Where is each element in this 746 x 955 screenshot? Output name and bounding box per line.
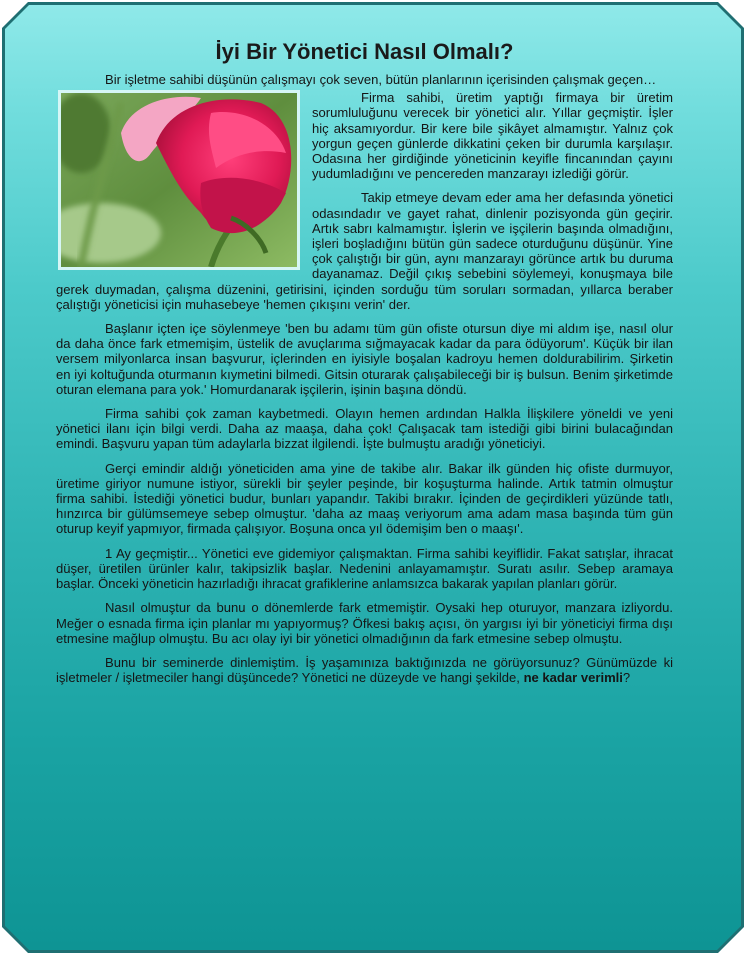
page-title: İyi Bir Yönetici Nasıl Olmalı? — [215, 39, 514, 64]
paragraph-7: 1 Ay geçmiştir... Yönetici eve gidemiyor çalışmaktan. Firma sahibi keyiflidir. Fakat satışlar, ihracat düşer, üretilen ürünler kalır, takipsizlik başlar. Nedenini anlayamamıştır. Suratı asılır. Sebep aramaya başlar. Önceki yöneticin hazırladığı ihracat grafiklerine anlamsızca bakarak yapılan planları görür. — [56, 545, 673, 592]
paragraph-4: Başlanır içten içe söylenmeye 'ben bu adamı tüm gün ofiste otursun diye mi aldım işe, nasıl olur da daha önce fark etmemişim, üstelik de avuçlarıma sığmayacak kadar da para ödüyorum'. Küçük bir ilan versem milyonlarca insan başvurur, içlerinden en iyisiyle boşalan kadroyu hemen doldurabilirim. Şirketin en iyi koltuğunda oturmanın kıymetini bilmedi. Gitsin oturarak çalışabileceği bir iş bulsun. Benim şirketimde oturan elemana para yok.' Homurdanarak işçilerin, işinin başına döndü. — [56, 321, 673, 397]
paragraph-6: Gerçi emindir aldığı yöneticiden ama yine de takibe alır. Bakar ilk günden hiç ofiste durmuyor, üretime giriyor numune istiyor, sürekli bir şeyler peşinde, bir koşuşturma halinde. Artık tatmin olmuştur firma sahibi. İstediği yönetici budur, bunları yapandır. Takibi bırakır. İçinden de geçirdikleri yüzünde tatlı, hınzırca bir gülümsemeye sebep olmuştur. 'daha az maaş veriyorum ama adam masa başında tüm gün oturup keyif yapmıyor, firmada çalışıyor. Boşuna onca yıl ödemişim ben o maaşı'. — [56, 460, 673, 537]
bold-phrase: ne kadar verimli — [523, 670, 623, 686]
paragraph-3: Takip etmeye devam eder ama her defasında yönetici odasındadır ve gayet rahat, dinlenir pozisyonda gün geçirir. Artık sabrı kalmamıştır. İşlerin ve işçilerin başında olmadığını, işleri boşladığını bütün gün sadece oturduğunu düşünür. Yine çok çalıştığı bir gün, aynı manzarayı görünce artık bu duruma dayanamaz. Değil çıkış sebebini söylemeyi, konuşmaya bile gerek duymadan, çalışma düzenini, getirisini, içinden sorduğu tüm soruları sormadan, yıllarca beraber çalıştığı yöneticisi için muhasebeye 'hemen çıkışını verin' der. — [56, 190, 673, 312]
paragraph-2: Firma sahibi, üretim yaptığı firmaya bir üretim sorumluluğunu verecek bir yönetici alır. Yıllar geçmiştir. İşler hiç aksamıyordur. Bir kere bile şikâyet almamıştır. Yalnız çok yorgun geçen günlerde dikkatini çeken bir durumla karşılaşır. Odasına her girdiğinde yöneticinin keyifle fincanından çayını yudumladığını ve pencereden manzarayı izlediği görür. — [312, 90, 673, 182]
paragraph-9: Bunu bir seminerde dinlemiştim. İş yaşamınıza baktığınızda ne görüyorsunuz? Günümüzde ki işletmeler / işletmeciler hangi düşüncede? Yönetici ne düzeyde ve hangi şekilde, ne kadar verimli? — [56, 654, 673, 686]
paragraph-8: Nasıl olmuştur da bunu o dönemlerde fark etmemiştir. Oysaki hep oturuyor, manzara izliyordu. Meğer o esnada firma için planlar mı yapıyormuş? Öfkesi bakış açısı, ön yargısı iyi bir yöneticiyi firma dışı etmesine mağlup olmuştu. Bu acı olay iyi bir yönetici olmadığının da fark etmesine sebep olmuştu. — [56, 600, 673, 646]
intro-text: Bir işletme sahibi düşünün çalışmayı çok seven, bütün planlarının içerisinden çalışmak geçen… — [105, 72, 657, 87]
rose-image — [61, 93, 297, 267]
intro-paragraph — [56, 72, 673, 87]
article — [56, 38, 673, 694]
paragraph-5: Firma sahibi çok zaman kaybetmedi. Olayın hemen ardından Halkla İlişkilere yöneldi ve yeni yönetici ilanı için bilgi verdi. Daha az maaşa, daha çok! Çalışacak tam istediği gibi birini bulacağından emindi. Başvuru yapan tüm adaylarla bizzat ilgilendi. İşte bulmuştu aradığı yöneticiyi. — [56, 406, 673, 452]
rose-photo — [58, 90, 300, 270]
